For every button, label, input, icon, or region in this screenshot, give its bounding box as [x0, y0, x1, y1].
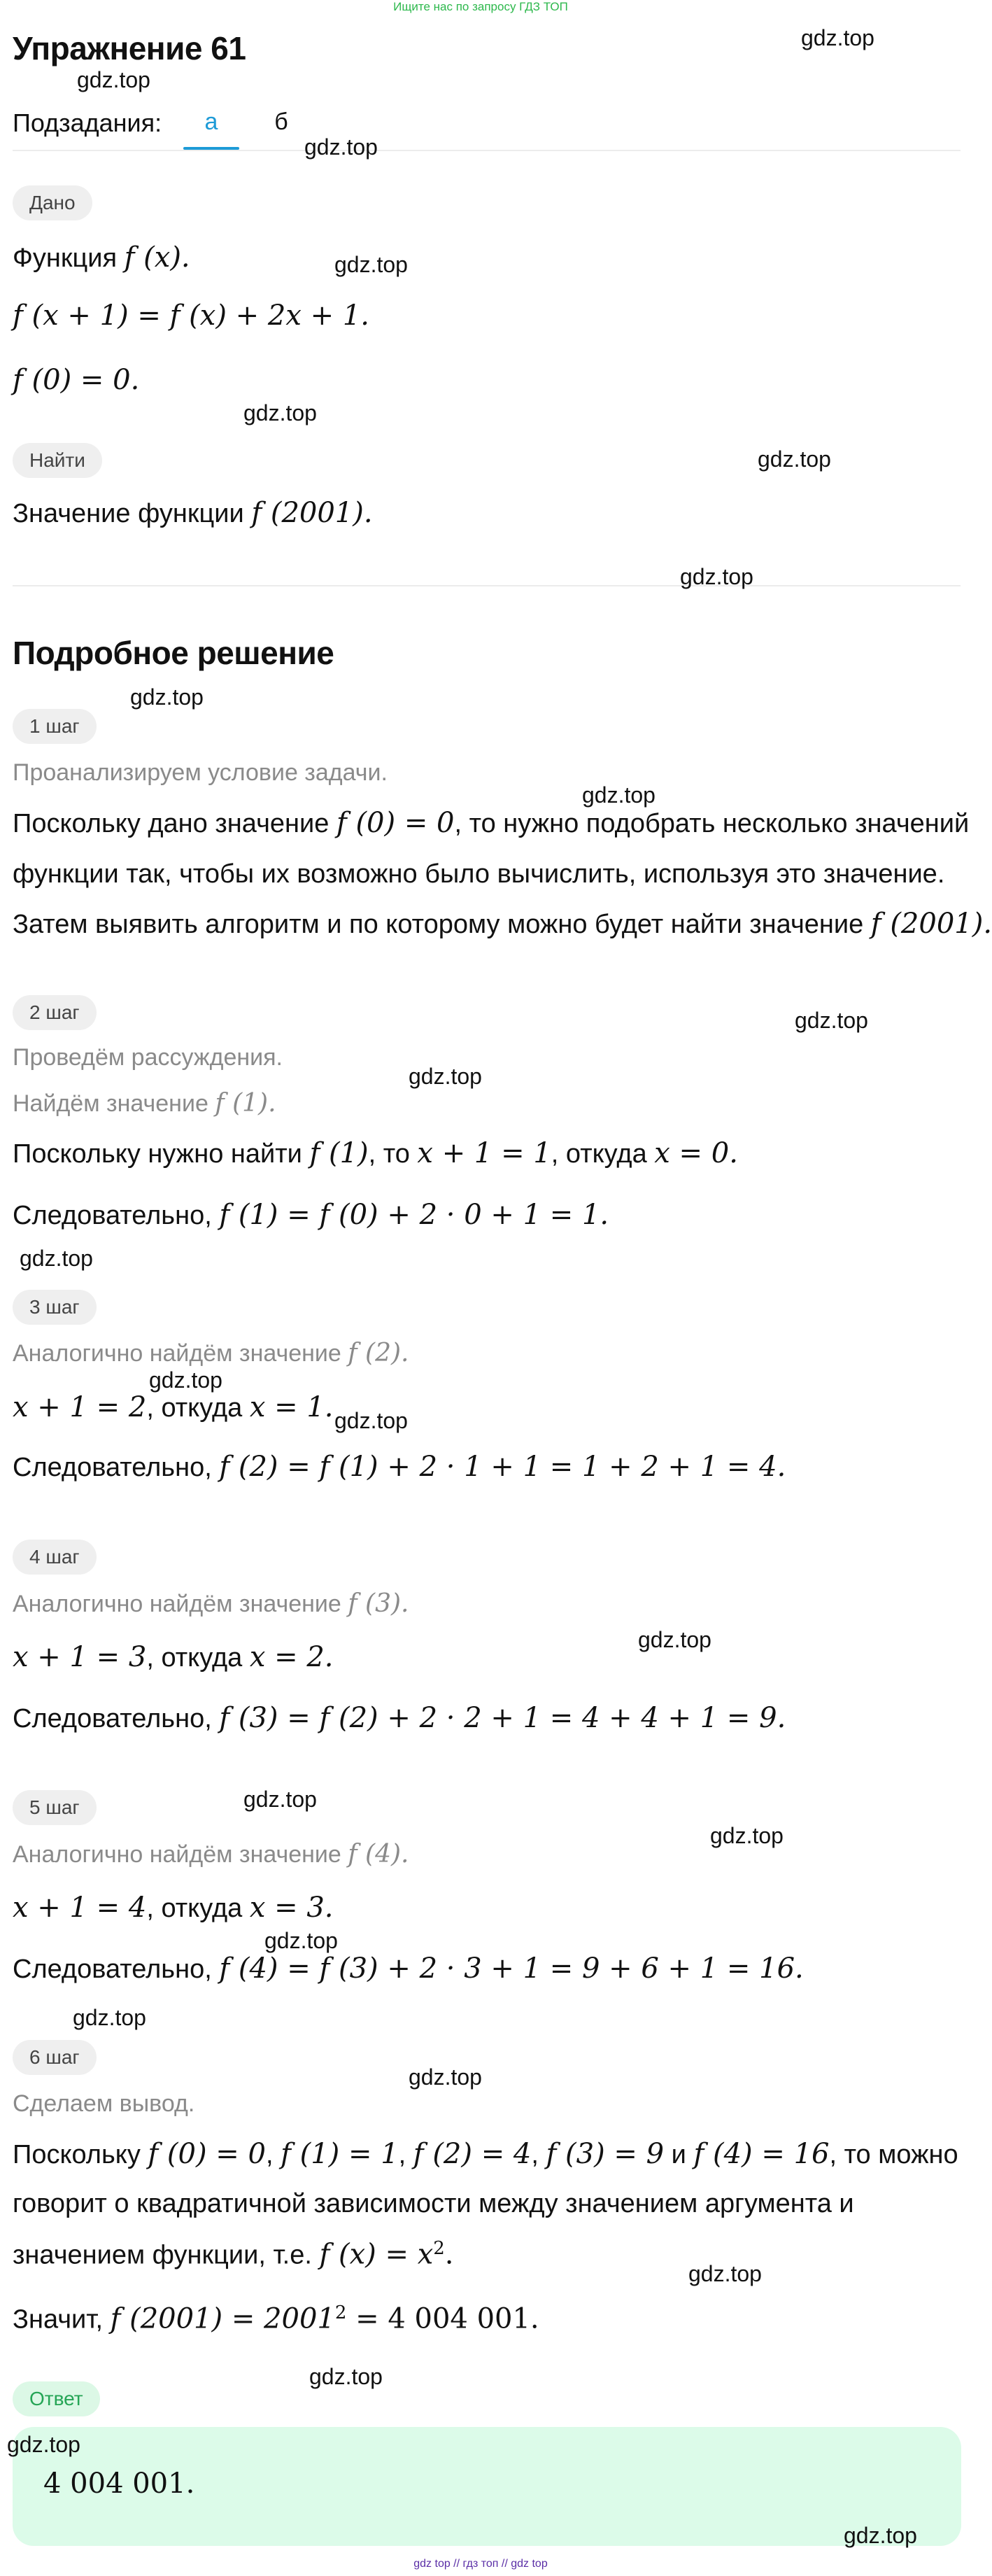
watermark: gdz.top — [334, 252, 408, 277]
footer-links[interactable]: gdz top // гдз топ // gdz top — [413, 2558, 548, 2570]
step-2-muted-1: Проведём рассуждения. — [13, 1044, 283, 1071]
watermark: gdz.top — [77, 67, 150, 92]
tab-a[interactable]: а — [204, 108, 218, 135]
answer-value: 4 004 001. — [43, 2468, 195, 2500]
watermark: gdz.top — [20, 1246, 93, 1271]
given-line-3: f (0) = 0. — [13, 364, 140, 396]
step-2-line-1: Поскольку нужно найти f (1), то x + 1 = 1, откуда x = 0. — [13, 1137, 738, 1169]
watermark: gdz.top — [688, 2261, 762, 2286]
watermark: gdz.top — [795, 1008, 868, 1033]
step-2-line-2: Следовательно, f (1) = f (0) + 2 · 0 + 1 = 1. — [13, 1199, 609, 1231]
step-1-badge: 1 шаг — [13, 709, 97, 744]
given-line-2: f (x + 1) = f (x) + 2x + 1. — [13, 300, 369, 332]
subtasks-label: Подзадания: — [13, 108, 162, 137]
step-4-badge: 4 шаг — [13, 1540, 97, 1575]
step-3-line-2: Следовательно, f (2) = f (1) + 2 · 1 + 1 = 1 + 2 + 1 = 4. — [13, 1451, 786, 1483]
watermark: gdz.top — [243, 1787, 317, 1812]
step-6-badge: 6 шаг — [13, 2040, 97, 2075]
watermark: gdz.top — [264, 1928, 338, 1953]
tab-b[interactable]: б — [274, 108, 288, 135]
find-badge: Найти — [13, 443, 102, 478]
divider — [13, 585, 961, 586]
answer-badge: Ответ — [13, 2381, 100, 2416]
step-6-muted: Сделаем вывод. — [13, 2090, 195, 2117]
watermark: gdz.top — [758, 446, 831, 472]
step-2-muted-2: Найдём значение f (1). — [13, 1089, 276, 1118]
watermark: gdz.top — [334, 1408, 408, 1433]
step-3-muted: Аналогично найдём значение f (2). — [13, 1339, 409, 1367]
divider — [13, 150, 961, 151]
watermark: gdz.top — [130, 684, 204, 710]
step-6-line-2: говорит о квадратичной зависимости между значением аргумента и — [13, 2189, 854, 2218]
step-5-line-1: x + 1 = 4, откуда x = 3. — [13, 1892, 334, 1924]
watermark: gdz.top — [149, 1367, 222, 1393]
watermark: gdz.top — [409, 2064, 482, 2090]
watermark: gdz.top — [409, 1064, 482, 1089]
step-1-line-2: функции так, чтобы их возможно было вычислить, используя это значение. — [13, 859, 945, 889]
step-1-line-1: Поскольку дано значение f (0) = 0, то нужно подобрать несколько значений — [13, 807, 970, 839]
step-2-badge: 2 шаг — [13, 995, 97, 1030]
step-6-line-3: значением функции, т.е. f $(x) = x^2$. — [13, 2238, 454, 2271]
watermark: gdz.top — [304, 134, 378, 160]
watermark: gdz.top — [243, 400, 317, 425]
watermark: gdz.top — [680, 564, 753, 589]
watermark: gdz.top — [710, 1823, 784, 1848]
step-5-muted: Аналогично найдём значение f (4). — [13, 1840, 409, 1868]
step-4-muted: Аналогично найдём значение f (3). — [13, 1589, 409, 1618]
given-badge: Дано — [13, 185, 92, 220]
watermark: gdz.top — [844, 2523, 917, 2548]
step-3-line-1: x + 1 = 2, откуда x = 1. — [13, 1391, 334, 1423]
given-line-1: Функция f (x). — [13, 241, 190, 274]
step-4-line-1: x + 1 = 3, откуда x = 2. — [13, 1641, 334, 1673]
solution-title: Подробное решение — [13, 635, 334, 671]
step-5-line-2: Следовательно, f (4) = f (3) + 2 · 3 + 1 = 9 + 6 + 1 = 16. — [13, 1952, 804, 1985]
step-3-badge: 3 шаг — [13, 1290, 97, 1325]
page-title: Упражнение 61 — [13, 30, 246, 66]
watermark: gdz.top — [309, 2364, 383, 2389]
step-5-badge: 5 шаг — [13, 1790, 97, 1825]
step-1-muted: Проанализируем условие задачи. — [13, 759, 388, 786]
watermark: gdz.top — [801, 25, 874, 50]
step-4-line-2: Следовательно, f (3) = f (2) + 2 · 2 + 1 = 4 + 4 + 1 = 9. — [13, 1702, 786, 1734]
step-1-line-3: Затем выявить алгоритм и по которому можно будет найти значение f (2001). — [13, 908, 992, 940]
step-6-line-1: Поскольку f (0) = 0, f (1) = 1, f (2) = 4, f (3) = 9 и f (4) = 16, то можно — [13, 2138, 958, 2170]
watermark: gdz.top — [638, 1627, 711, 1652]
watermark: gdz.top — [73, 2005, 146, 2030]
step-6-line-4: Значит, f $(2001) = 2001^2 = 4$ 004 001. — [13, 2302, 539, 2335]
find-line: Значение функции f (2001). — [13, 497, 373, 529]
watermark: gdz.top — [7, 2432, 80, 2457]
watermark: gdz.top — [582, 782, 656, 808]
top-banner[interactable]: Ищите нас по запросу ГДЗ ТОП — [393, 0, 568, 13]
